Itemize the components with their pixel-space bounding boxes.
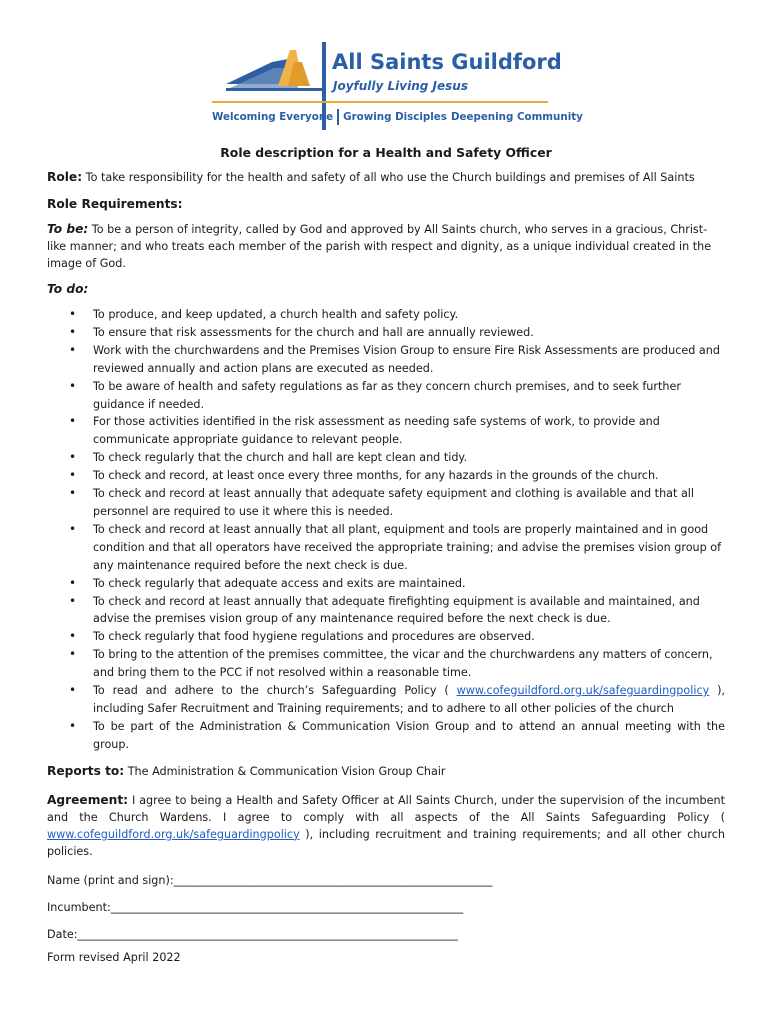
list-item: • To check regularly that the church and hall are kept clean and tidy. <box>47 449 725 467</box>
reports-label: Reports to: <box>47 763 125 778</box>
reports-text: The Administration & Communication Vision Group Chair <box>124 764 446 778</box>
to-be-label: To be: <box>47 222 89 236</box>
list-item: • To check and record, at least once every three months, for any hazards in the grounds of the church. <box>47 467 725 485</box>
brand-tagline: Joyfully Living Jesus <box>333 79 468 93</box>
list-item: • To bring to the attention of the premises committee, the vicar and the churchwardens any matters of concern, and bring them to the PCC if not resolved within a reasonable time. <box>47 646 725 682</box>
mottos-bar <box>212 109 583 125</box>
list-item: • To check and record at least annually that adequate safety equipment and clothing is available and that all personnel are required to use it where this is needed. <box>47 485 725 521</box>
form-revised-note: Form revised April 2022 <box>47 950 181 964</box>
header-logo <box>212 42 583 132</box>
logo-rule <box>212 101 548 103</box>
motto-welcoming: Welcoming Everyone <box>212 111 334 123</box>
agreement-policy-link[interactable]: www.cofeguildford.org.uk/safeguardingpolicy <box>47 827 300 841</box>
role-label: Role: <box>47 170 83 184</box>
agreement-text-after: ), including recruitment and training requirements; and all other church policies. <box>47 827 725 858</box>
role-text: To take responsibility for the health and safety of all who use the Church buildings and premises of All Saints <box>82 171 695 184</box>
list-item: • To check regularly that food hygiene regulations and procedures are observed. <box>47 628 725 646</box>
church-logo-icon <box>224 48 334 104</box>
list-item: • To produce, and keep updated, a church health and safety policy. <box>47 306 725 324</box>
brand-title: All Saints Guildford <box>332 50 562 74</box>
agreement-text-before: I agree to being a Health and Safety Officer at All Saints Church, under the supervision of the incumbent and the Church Wardens. I agree to comply with all aspects of the All Saints Safeguarding Policy ( <box>47 793 725 824</box>
list-item: • To ensure that risk assessments for the church and hall are annually reviewed. <box>47 324 725 342</box>
safeguarding-text-before: To read and adhere to the church’s Safeguarding Policy ( <box>93 684 457 698</box>
requirements-heading: Role Requirements: <box>47 197 183 211</box>
list-item: • To check regularly that adequate access and exits are maintained. <box>47 575 725 593</box>
agreement-paragraph <box>47 792 725 860</box>
to-be-paragraph <box>47 221 725 272</box>
safeguarding-policy-link[interactable]: www.cofeguildford.org.uk/safeguardingpolicy <box>456 684 710 698</box>
motto-deepening: Deepening Community <box>450 111 583 123</box>
safeguarding-list-item <box>47 682 725 718</box>
list-item: • To check and record at least annually that adequate firefighting equipment is available and maintained, and advise the premises vision group of any maintenance required before the next check is due. <box>47 593 725 629</box>
to-do-label: To do: <box>47 282 89 296</box>
name-signature-line[interactable]: Name (print and sign):_________________________________________________________ <box>47 873 493 887</box>
duties-list <box>47 306 725 754</box>
to-be-text: To be a person of integrity, called by God and approved by All Saints church, who serves in a gracious, Christ-like manner; and who treats each member of the parish with respect and dignity, as a unique individual created in the image of God. <box>47 223 712 270</box>
motto-growing: Growing Disciples <box>343 111 447 123</box>
document-title: Role description for a Health and Safety Officer <box>220 145 552 160</box>
list-item: • To check and record at least annually that all plant, equipment and tools are properly maintained and in good condition and that all operators have received the appropriate training; and advise the premises vision group of any maintenance required before the next check is due. <box>47 521 725 575</box>
safeguarding-text-after: ), including Safer Recruitment and Training requirements; and to adhere to all other policies of the church <box>93 684 725 715</box>
list-item: • To be aware of health and safety regulations as far as they concern church premises, and to seek further guidance if needed. <box>47 378 725 414</box>
list-item: • To be part of the Administration & Communication Vision Group and to attend an annual meeting with the group. <box>47 718 725 754</box>
date-line[interactable]: Date:____________________________________________________________________ <box>47 927 458 941</box>
list-item: • For those activities identified in the risk assessment as needing safe systems of work, to provide and communicate appropriate guidance to relevant people. <box>47 413 725 449</box>
agreement-label: Agreement: <box>47 792 129 807</box>
list-item: • Work with the churchwardens and the Premises Vision Group to ensure Fire Risk Assessments are produced and reviewed annually and action plans are executed as needed. <box>47 342 725 378</box>
reports-paragraph <box>47 763 725 780</box>
document-body <box>47 144 725 966</box>
role-paragraph <box>47 169 725 186</box>
motto-separator <box>337 109 339 125</box>
incumbent-signature-line[interactable]: Incumbent:_______________________________________________________________ <box>47 900 464 914</box>
